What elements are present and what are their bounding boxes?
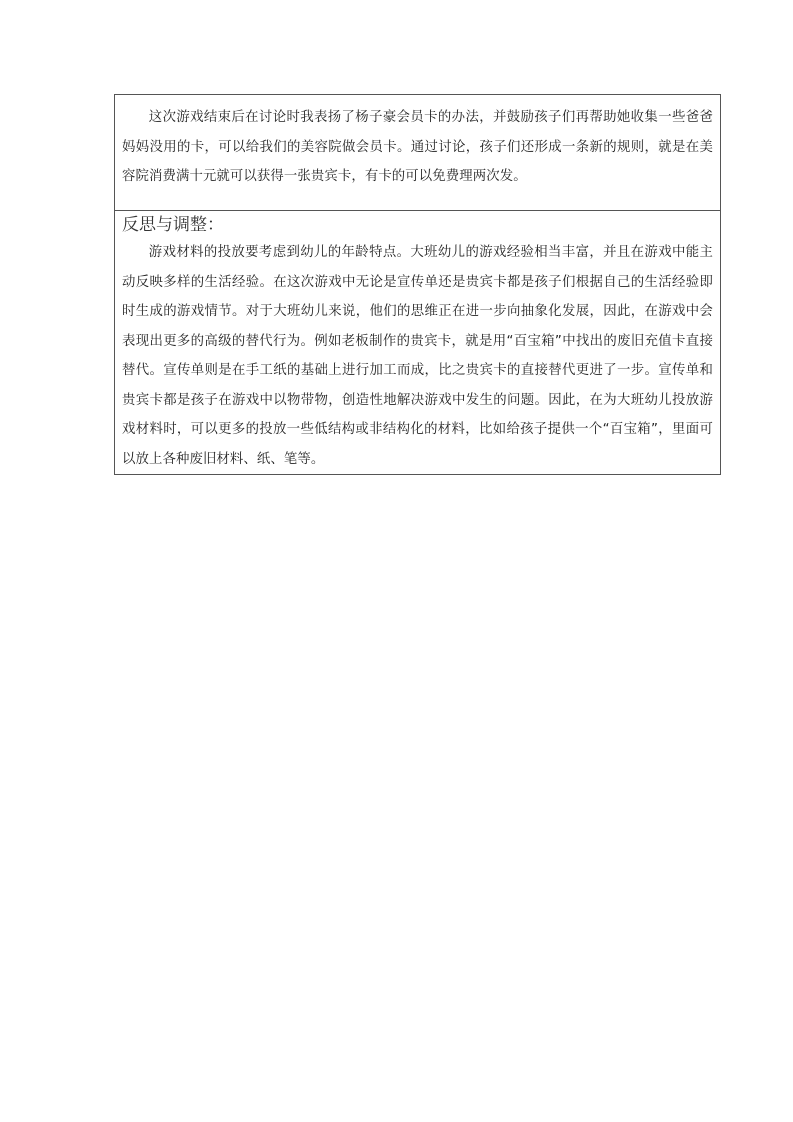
reflection-paragraph: 游戏材料的投放要考虑到幼儿的年龄特点。大班幼儿的游戏经验相当丰富，并且在游戏中能主动反映多样的生活经验。在这次游戏中无论是宣传单还是贵宾卡都是孩子们根据自己的生活经验即时生成的游戏情节。对于大班幼儿来说，他们的思维正在进一步向抽象化发展，因此，在游戏中会表现出更多的高级的替代行为。例如老板制作的贵宾卡，就是用“百宝箱”中找出的废旧充值卡直接替代。宣传单则是在手工纸的基础上进行加工而成，比之贵宾卡的直接替代更进了一步。宣传单和贵宾卡都是孩子在游戏中以物带物，创造性地解决游戏中发生的问题。因此，在为大班幼儿投放游戏材料时，可以更多的投放一些低结构或非结构化的材料，比如给孩子提供一个“百宝箱”，里面可以放上各种废旧材料、纸、笔等。: [122, 245, 713, 467]
reflection-heading: 反思与调整：: [122, 215, 224, 235]
reflection-cell: [115, 211, 721, 475]
discussion-cell: [115, 95, 721, 211]
discussion-paragraph: 这次游戏结束后在讨论时我表扬了杨子豪会员卡的办法，并鼓励孩子们再帮助她收集一些爸爸妈妈没用的卡，可以给我们的美容院做会员卡。通过讨论，孩子们还形成一条新的规则，就是在美容院消费满十元就可以获得一张贵宾卡，有卡的可以免费理两次发。: [122, 110, 713, 184]
reflection-row: [115, 211, 721, 475]
discussion-row: [115, 95, 721, 211]
document-table: [114, 94, 721, 475]
